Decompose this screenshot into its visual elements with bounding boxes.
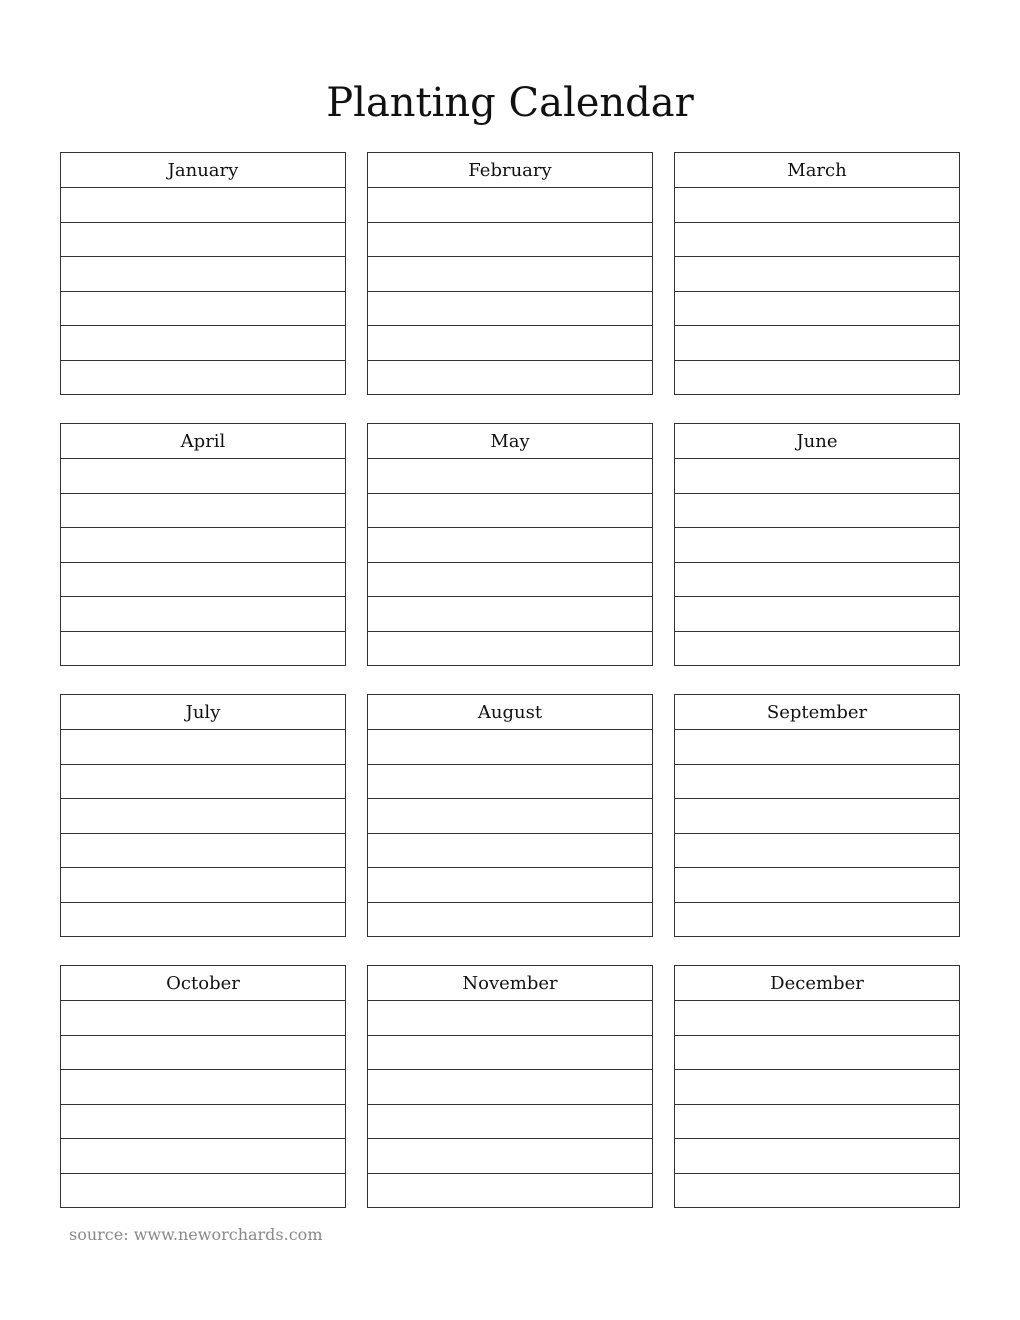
entry-row[interactable] [61,292,345,327]
entry-row[interactable] [61,868,345,903]
entry-row[interactable] [368,188,652,223]
entry-row[interactable] [368,632,652,666]
entry-row[interactable] [368,1105,652,1140]
entry-row[interactable] [61,1070,345,1105]
entry-row[interactable] [368,903,652,937]
entry-row[interactable] [675,632,959,666]
month-header: January [61,153,345,188]
entry-row[interactable] [675,597,959,632]
entry-row[interactable] [61,730,345,765]
entry-row[interactable] [61,765,345,800]
month-header: March [675,153,959,188]
entry-row[interactable] [61,1174,345,1208]
entry-row[interactable] [61,834,345,869]
entry-row[interactable] [675,1036,959,1071]
entry-row[interactable] [368,1174,652,1208]
month-box-october [60,965,346,1208]
entry-row[interactable] [368,730,652,765]
entry-row[interactable] [675,1105,959,1140]
entry-row[interactable] [368,1001,652,1036]
entry-row[interactable] [368,494,652,529]
entry-row[interactable] [675,361,959,395]
entry-row[interactable] [61,459,345,494]
entry-row[interactable] [61,494,345,529]
month-header: May [368,424,652,459]
month-header: April [61,424,345,459]
entry-row[interactable] [61,632,345,666]
entry-row[interactable] [368,257,652,292]
month-header: September [675,695,959,730]
entry-row[interactable] [61,597,345,632]
entry-row[interactable] [368,528,652,563]
entry-row[interactable] [368,223,652,258]
entry-row[interactable] [675,1139,959,1174]
entry-row[interactable] [675,903,959,937]
entry-row[interactable] [368,1070,652,1105]
entry-row[interactable] [675,834,959,869]
month-header: November [368,966,652,1001]
source-credit: source: www.neworchards.com [69,1225,323,1244]
month-box-september [674,694,960,937]
entry-row[interactable] [61,223,345,258]
entry-row[interactable] [675,799,959,834]
month-grid [60,152,960,1208]
month-box-may [367,423,653,666]
month-box-november [367,965,653,1208]
entry-row[interactable] [368,799,652,834]
entry-row[interactable] [61,799,345,834]
page-title: Planting Calendar [326,80,694,126]
month-box-april [60,423,346,666]
entry-row[interactable] [368,563,652,598]
entry-row[interactable] [61,326,345,361]
entry-row[interactable] [61,1105,345,1140]
entry-row[interactable] [61,257,345,292]
entry-row[interactable] [675,188,959,223]
entry-row[interactable] [675,494,959,529]
month-header: July [61,695,345,730]
entry-row[interactable] [61,1036,345,1071]
month-box-june [674,423,960,666]
entry-row[interactable] [368,1139,652,1174]
month-box-january [60,152,346,395]
entry-row[interactable] [675,1174,959,1208]
entry-row[interactable] [675,1070,959,1105]
entry-row[interactable] [675,257,959,292]
entry-row[interactable] [368,765,652,800]
entry-row[interactable] [61,563,345,598]
month-header: October [61,966,345,1001]
entry-row[interactable] [368,834,652,869]
entry-row[interactable] [61,188,345,223]
entry-row[interactable] [675,563,959,598]
month-header: December [675,966,959,1001]
entry-row[interactable] [61,1001,345,1036]
entry-row[interactable] [675,292,959,327]
month-header: February [368,153,652,188]
month-header: August [368,695,652,730]
entry-row[interactable] [368,459,652,494]
entry-row[interactable] [368,868,652,903]
month-box-august [367,694,653,937]
entry-row[interactable] [675,326,959,361]
entry-row[interactable] [675,868,959,903]
month-box-july [60,694,346,937]
entry-row[interactable] [368,326,652,361]
month-box-december [674,965,960,1208]
entry-row[interactable] [675,223,959,258]
entry-row[interactable] [61,1139,345,1174]
entry-row[interactable] [675,459,959,494]
entry-row[interactable] [61,361,345,395]
entry-row[interactable] [368,1036,652,1071]
entry-row[interactable] [61,903,345,937]
entry-row[interactable] [675,528,959,563]
entry-row[interactable] [61,528,345,563]
entry-row[interactable] [675,730,959,765]
month-box-march [674,152,960,395]
entry-row[interactable] [675,1001,959,1036]
entry-row[interactable] [368,361,652,395]
entry-row[interactable] [675,765,959,800]
month-header: June [675,424,959,459]
month-box-february [367,152,653,395]
entry-row[interactable] [368,292,652,327]
entry-row[interactable] [368,597,652,632]
